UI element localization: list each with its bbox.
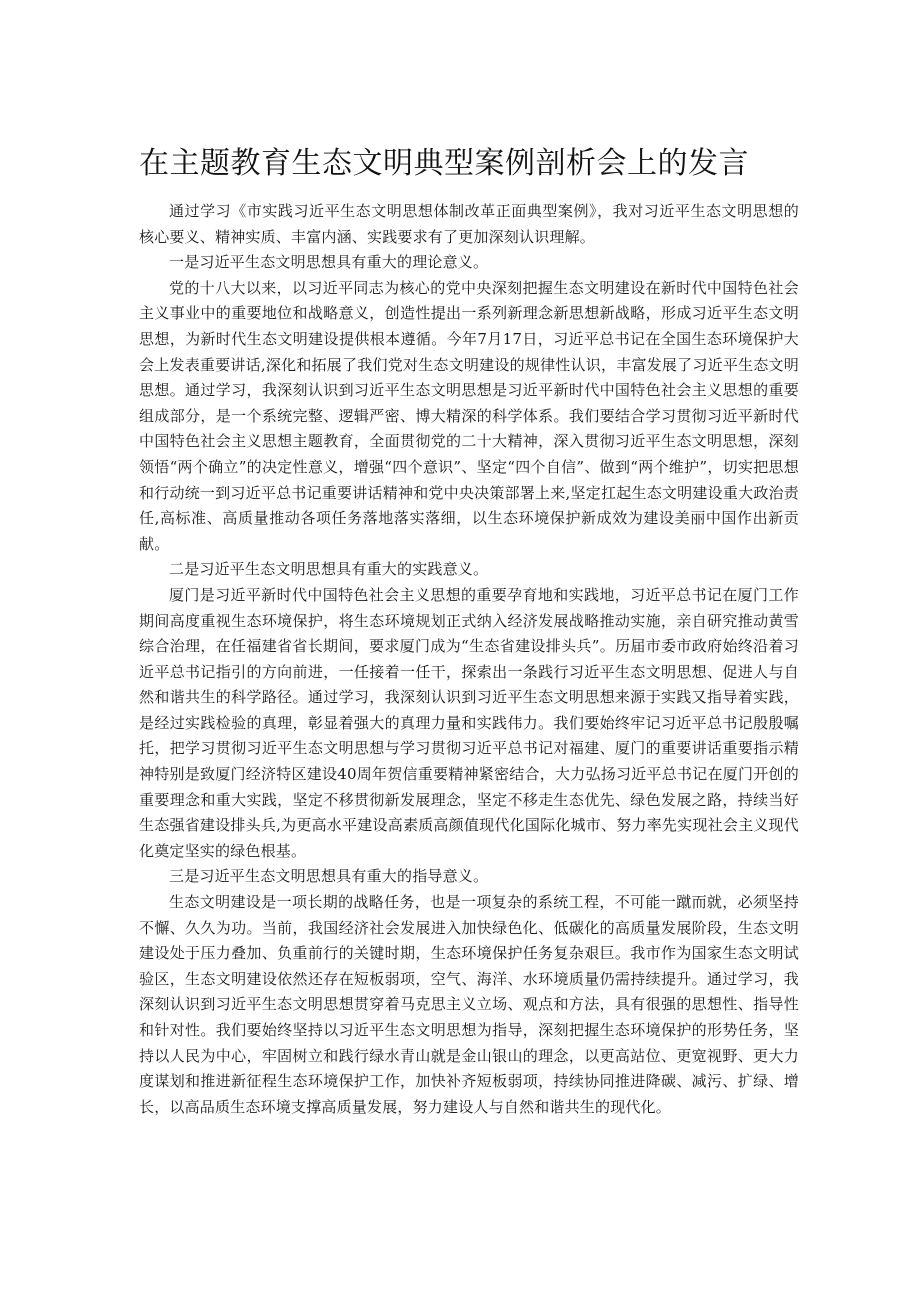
paragraph-guidance: 生态文明建设是一项长期的战略任务，也是一项复杂的系统工程，不可能一蹴而就，必须坚持不懈、久久为功。当前，我国经济社会发展进入加快绿色化、低碳化的高质量发展阶段，生态文明建设处于压力叠加、负重前行的关键时期，生态环境保护任务复杂艰巨。我市作为国家生态文明试验区，生态文明建设依然还存在短板弱项，空气、海洋、水环境质量仍需持续提升。通过学习，我深刻认识到习近平生态文明思想贯穿着马克思主义立场、观点和方法，具有很强的思想性、指导性和针对性。我们要始终坚持以习近平生态文明思想为指导，深刻把握生态环境保护的形势任务，坚持以人民为中心，牢固树立和践行绿水青山就是金山银山的理念，以更高站位、更宽视野、更大力度谋划和推进新征程生态环境保护工作，加快补齐短板弱项，持续协同推进降碳、减污、扩绿、增长，以高品质生态环境支撑高质量发展，努力建设人与自然和谐共生的现代化。: [139, 893, 799, 1116]
paragraph-theory: 党的十八大以来，以习近平同志为核心的党中央深刻把握生态文明建设在新时代中国特色社会主义事业中的重要地位和战略意义，创造性提出一系列新理念新思想新战略，形成习近平生态文明思想，为新时代生态文明建设提供根本遵循。今年7月17日，习近平总书记在全国生态环境保护大会上发表重要讲话,深化和拓展了我们党对生态文明建设的规律性认识，丰富发展了习近平生态文明思想。通过学习，我深刻认识到习近平生态文明思想是习近平新时代中国特色社会主义思想的重要组成部分，是一个系统完整、逻辑严密、博大精深的科学体系。我们要结合学习贯彻习近平新时代中国特色社会主义思想主题教育，全面贯彻党的二十大精神，深入贯彻习近平生态文明思想，深刻领悟“两个确立”的决定性意义，增强“四个意识”、坚定“四个自信”、做到“两个维护”，切实把思想和行动统一到习近平总书记重要讲话精神和党中央决策部署上来,坚定扛起生态文明建设重大政治责任,高标准、高质量推动各项任务落地落实落细，以生态环境保护新成效为建设美丽中国作出新贡献。: [139, 278, 799, 553]
paragraph-intro: 通过学习《市实践习近平生态文明思想体制改革正面典型案例》，我对习近平生态文明思想的核心要义、精神实质、丰富内涵、实践要求有了更加深刻认识理解。: [139, 202, 799, 246]
document-title: 在主题教育生态文明典型案例剖析会上的发言: [139, 146, 749, 181]
document-body: [139, 199, 799, 1120]
section-heading-practice: 二是习近平生态文明思想具有重大的实践意义。: [169, 560, 489, 579]
section-heading-theory: 一是习近平生态文明思想具有重大的理论意义。: [169, 253, 489, 272]
paragraph-practice: 厦门是习近平新时代中国特色社会主义思想的重要孕育地和实践地，习近平总书记在厦门工作期间高度重视生态环境保护，将生态环境规划正式纳入经济发展战略推动实施，亲自研究推动黄雪综合治理，在任福建省省长期间，要求厦门成为“生态省建设排头兵”。历届市委市政府始终沿着习近平总书记指引的方向前进，一任接着一任干，探索出一条践行习近平生态文明思想、促进人与自然和谐共生的科学路径。通过学习，我深刻认识到习近平生态文明思想来源于实践又指导着实践，是经过实践检验的真理，彰显着强大的真理力量和实践伟力。我们要始终牢记习近平总书记殷殷嘱托，把学习贯彻习近平生态文明思想与学习贯彻习近平总书记对福建、厦门的重要讲话重要指示精神特别是致厦门经济特区建设40周年贺信重要精神紧密结合，大力弘扬习近平总书记在厦门开创的重要理念和重大实践，坚定不移贯彻新发展理念，坚定不移走生态优先、绿色发展之路，持续当好生态强省建设排头兵,为更高水平建设高素质高颜值现代化国际化城市、努力率先实现社会主义现代化奠定坚实的绿色根基。: [139, 585, 799, 860]
section-heading-guidance: 三是习近平生态文明思想具有重大的指导意义。: [169, 867, 489, 886]
